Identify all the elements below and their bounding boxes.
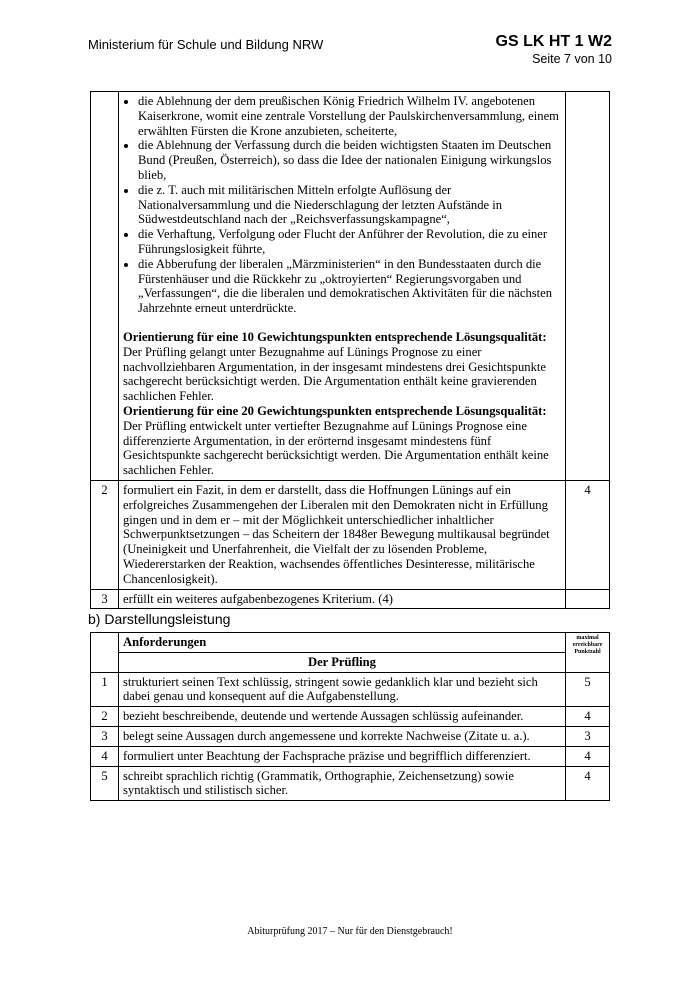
ministry-name: Ministerium für Schule und Bildung NRW [88,37,324,52]
content-criteria-table [90,91,610,609]
row-number: 2 [91,707,119,727]
row-points: 4 [566,707,610,727]
section-b-title: b) Darstellungsleistung [88,611,231,627]
list-item: • die Ablehnung der Verfassung durch die beiden wichtigsten Staaten im Deutschen Bund (Preußen, Österreich), so dass die Idee der nationalen Einigung wirkungslos blieb, [138,138,561,182]
row-points: 4 [566,746,610,766]
page-footer: Abiturprüfung 2017 – Nur für den Dienstgebrauch! [247,926,453,937]
row-number: 4 [91,746,119,766]
table-row [91,746,610,766]
page-number: Seite 7 von 10 [532,52,612,66]
list-item: • die Abberufung der liberalen „Märzministerien“ in den Bundesstaaten durch die Fürstenhäuser und die Rückkehr zu „oktroyierten“ Regierungsvorgaben und „Verfassungen“, die die liberalen und demokratischen Aktivitäten für die nächsten Jahrzehnte erneut unterdrückte. [138,257,561,316]
criteria-text: erfüllt ein weiteres aufgabenbezogenes Kriterium. (4) [119,589,566,609]
list-item: • die Verhaftung, Verfolgung oder Flucht der Anführer der Revolution, die zu einer Führungslosigkeit führte, [138,227,561,257]
criteria-text [119,92,566,481]
table-row [91,480,610,589]
criteria-text: formuliert ein Fazit, in dem er darstellt, dass die Hoffnungen Lünings auf ein erfolgreiches Zusammengehen der Liberalen mit den Demokraten nicht in Erfüllung gingen und in dem er – mit der Möglichkeit unterschiedlicher inhaltlicher Schwerpunktsetzungen – das Scheitern der 1848er Bewegung multikausal begründet (Uneinigkeit und Unerfahrenheit, die Vielfalt der zu lösenden Probleme, Wiedererstarken der Reaktion, wachsendes öffentliches Desinteresse, militärische Chancenlosigkeit). [119,480,566,589]
row-number: 5 [91,766,119,801]
table-row [91,726,610,746]
requirements-header: Anforderungen [119,633,566,653]
table-row [91,589,610,609]
row-number [91,92,119,481]
row-points: 4 [566,766,610,801]
empty-corner-cell [91,633,119,673]
orientation-10-title: Orientierung für eine 10 Gewichtungspunkten entsprechende Lösungsqualität: [123,329,547,344]
row-points: 4 [566,480,610,589]
row-points [566,92,610,481]
max-points-header: maximal erreichbare Punktzahl [566,633,610,673]
list-item: • die Ablehnung der dem preußischen König Friedrich Wilhelm IV. angebotenen Kaiserkrone, womit eine zentrale Vorstellung der Paulskirchenversammlung, einem erwählten Fürsten die Krone anzubieten, scheiterte, [138,94,561,138]
criteria-text: belegt seine Aussagen durch angemessene und korrekte Nachweise (Zitate u. a.). [119,726,566,746]
row-number: 2 [91,480,119,589]
orientation-20-title: Orientierung für eine 20 Gewichtungspunkten entsprechende Lösungsqualität: [123,403,547,418]
bullet-list [123,94,561,316]
orientation-10-text: Der Prüfling gelangt unter Bezugnahme auf Lünings Prognose zu einer nachvollziehbaren Argumentation, in der insgesamt mindestens drei Gesichtspunkte sachgerecht berücksichtigt werden. Die Argumentation enthält keine gravierenden sachlichen Fehler. [123,344,546,404]
row-points [566,589,610,609]
criteria-text: bezieht beschreibende, deutende und wertende Aussagen schlüssig aufeinander. [119,707,566,727]
table-row [91,672,610,707]
table-row [91,766,610,801]
orientation-20-text: Der Prüfling entwickelt unter vertiefter Bezugnahme auf Lünings Prognose eine differenzierte Argumentation, in der erörternd insgesamt mindestens fünf Gesichtspunkte sachgerecht berücksichtigt werden. Die Argumentation enthält keine sachlichen Fehler. [123,418,549,478]
criteria-text: formuliert unter Beachtung der Fachsprache präzise und begrifflich differenziert. [119,746,566,766]
row-points: 5 [566,672,610,707]
criteria-text: strukturiert seinen Text schlüssig, stringent sowie gedanklich klar und bezieht sich dabei genau und konsequent auf die Aufgabenstellung. [119,672,566,707]
table-header-row [91,652,610,672]
row-points: 3 [566,726,610,746]
row-number: 1 [91,672,119,707]
subject-header: Der Prüfling [119,652,566,672]
exam-code: GS LK HT 1 W2 [495,33,612,50]
row-number: 3 [91,589,119,609]
list-item: • die z. T. auch mit militärischen Mitteln erfolgte Auflösung der Nationalversammlung und die Niederschlagung der letzten Aufstände in Südwestdeutschland nach der „Reichsverfassungskampagne“, [138,183,561,227]
table-row [91,92,610,481]
table-row [91,707,610,727]
row-number: 3 [91,726,119,746]
table-header-row [91,633,610,653]
presentation-criteria-table [90,632,610,801]
criteria-text: schreibt sprachlich richtig (Grammatik, Orthographie, Zeichensetzung) sowie syntaktisch und stilistisch sicher. [119,766,566,801]
